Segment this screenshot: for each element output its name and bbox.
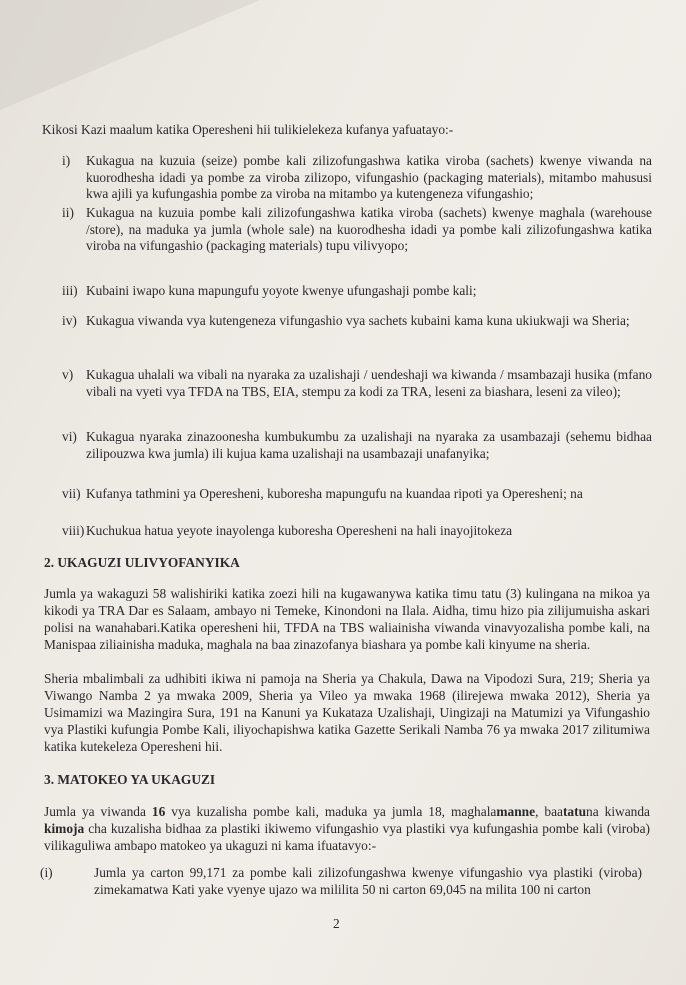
task-number: v)	[62, 367, 74, 382]
text-run: na kiwanda	[586, 804, 650, 819]
task-text: Kukagua nyaraka zinazoonesha kumbukumbu za uzalishaji na nyaraka za usambazaji (sehemu bidhaa zilipouzwa kwa jumla) ili kujua kama uzalishaji na usambazaji unafanyika;	[86, 429, 652, 461]
task-number: ii)	[62, 205, 74, 220]
task-number: vii)	[62, 486, 81, 501]
text-run: cha kuzalisha bidhaa za plastiki ikiwemo vifungashio vya plastiki vya kufungashia pombe kali (viroba) vilikaguliwa ambapo matokeo ya ukaguzi ni kama ifuatavyo:-	[44, 821, 650, 853]
task-text: Kukagua viwanda vya kutengeneza vifungashio vya sachets kubaini kama kuna ukiukwaji wa Sheria;	[86, 313, 630, 328]
task-number: iv)	[62, 313, 77, 328]
count-baa: tatu	[562, 804, 587, 819]
section-3-paragraph	[44, 803, 650, 854]
section-2-heading: 2. UKAGUZI ULIVYOFANYIKA	[44, 555, 240, 570]
page-fold-shadow	[0, 0, 260, 110]
task-text: Kukagua na kuzuia pombe kali zilizofungashwa katika viroba (sachets) kwenye maghala (warehouse /store), na maduka ya jumla (whole sale) na kuorodhesha idadi ya pombe kali zilizofungashwa katika viroba na vifungashio (packaging materials) tupu vilivyopo;	[86, 205, 652, 253]
text-run: , baa	[535, 804, 563, 819]
section-2-paragraph-1: Jumla ya wakaguzi 58 walishiriki katika zoezi hili na kugawanywa katika timu tatu (3) kulingana na mikoa ya kikodi ya TRA Dar es Salaam, ambayo ni Temeke, Kinondoni na Ilala. Aidha, timu hizo pia zilijumuisha askari polisi na wanahabari.Katika operesheni hii, TFDA na TBS waliainisha viwanda vinavyozalisha pombe kali, na Manispaa ziliainisha maduka, maghala na baa zinazofanya biashara ya pombe kali kinyume na sheria.	[44, 586, 650, 652]
finding-number: (i)	[40, 865, 53, 880]
task-text: Kuchukua hatua yeyote inayolenga kuboresha Operesheni na hali inayojitokeza	[86, 523, 513, 538]
task-text: Kukagua uhalali wa vibali na nyaraka za uzalishaji / uendeshaji wa kiwanda / msambazaji husika (mfano vibali na vyeti vya TFDA na TBS, EIA, stempu za kodi za TRA, leseni za biashara, leseni za vileo);	[86, 367, 652, 399]
task-number: viii)	[62, 523, 85, 538]
section-3-heading: 3. MATOKEO YA UKAGUZI	[44, 772, 216, 787]
task-text: Kukagua na kuzuia (seize) pombe kali zilizofungashwa katika viroba (sachets) kwenye viwanda na kuorodhesha idadi ya pombe za viroba zilizopo, vifungashio (packaging materials), mitambo mahususi kwa ajili ya kufungashia pombe za viroba na mitambo ya kutengeneza vifungashio;	[86, 153, 652, 201]
task-number: i)	[62, 153, 71, 168]
section-2-paragraph-2: Sheria mbalimbali za udhibiti ikiwa ni pamoja na Sheria ya Chakula, Dawa na Vipodozi Sura, 219; Sheria ya Viwango Namba 2 ya mwaka 2009, Sheria ya Vileo ya mwaka 1968 (ilirejewa mwaka 2012), Sheria ya Usimamizi wa Mazingira Sura, 191 na Kanuni ya Kukataza Uzalishaji, Uingizaji na Matumizi ya Vifungashio vya Plastiki kufungia Pombe Kali, iliyochapishwa katika Gazette Serikali Namba 76 ya mwaka 2017 zilitumiwa katika kutekeleza Operesheni hii.	[44, 671, 650, 754]
intro-text: Kikosi Kazi maalum katika Operesheni hii tulikielekeza kufanya yafuatayo:-	[42, 122, 454, 137]
count-viwanda: 16	[151, 804, 166, 819]
page-number: 2	[333, 916, 340, 931]
task-text: Kubaini iwapo kuna mapungufu yoyote kwenye ufungashaji pombe kali;	[86, 283, 477, 298]
task-text: Kufanya tathmini ya Operesheni, kuboresha mapungufu na kuandaa ripoti ya Operesheni; na	[86, 486, 583, 501]
count-kiwanda: kimoja	[44, 821, 85, 836]
text-run: vya kuzalisha pombe kali, maduka ya jumla 18, maghala	[165, 804, 497, 819]
text-run: Jumla ya viwanda	[44, 804, 152, 819]
task-number: iii)	[62, 283, 78, 298]
count-maghala: manne	[496, 804, 536, 819]
task-number: vi)	[62, 429, 77, 444]
finding-text: Jumla ya carton 99,171 za pombe kali zilizofungashwa kwenye vifungashio vya plastiki (viroba) zimekamatwa Kati yake vyenye ujazo wa mililita 50 ni carton 69,045 na milita 100 ni carton	[94, 865, 642, 897]
